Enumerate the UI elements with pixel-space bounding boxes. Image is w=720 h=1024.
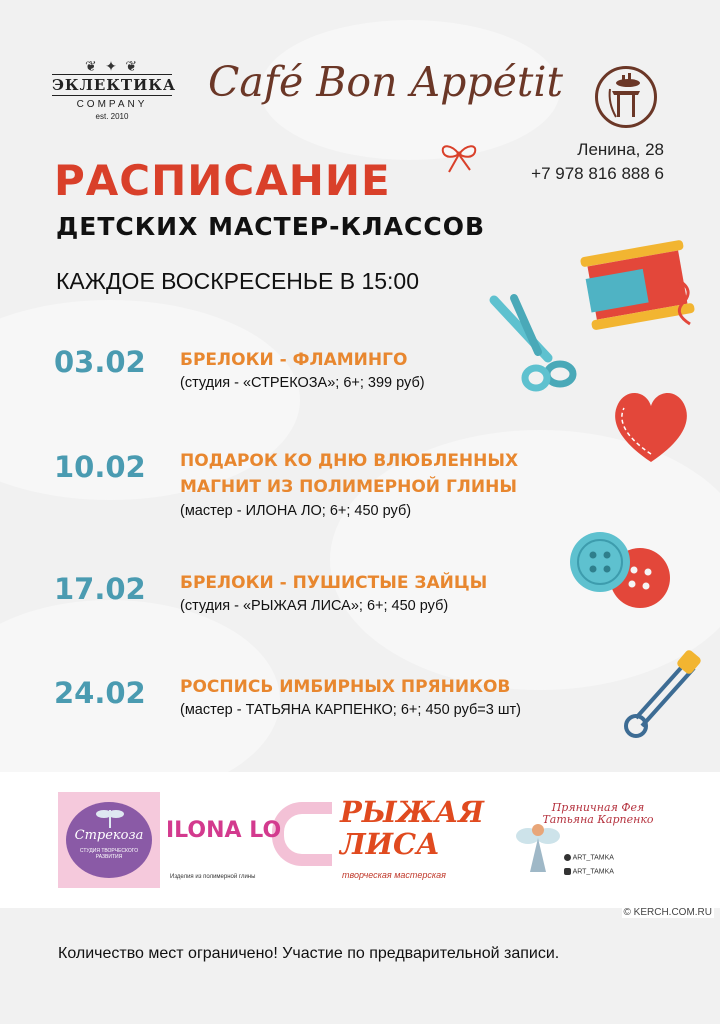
fairy-vk-handle: ART_TAMKA <box>572 854 614 862</box>
strekoza-name: Стрекоза <box>74 828 144 843</box>
eklektika-logo <box>52 59 177 121</box>
strekoza-badge <box>66 802 152 878</box>
ilona-lo-logo <box>162 794 342 888</box>
fairy-name: Пряничная Фея Татьяна Карпенко <box>542 801 654 826</box>
fairy-instagram <box>564 868 614 875</box>
watermark: © KERCH.COM.RU <box>623 907 712 918</box>
event-item <box>54 674 614 734</box>
fairy-ig-handle: ART_TAMKA <box>572 868 614 876</box>
ryzhaya-lisa-logo <box>340 796 504 888</box>
event-details: (студия - «РЫЖАЯ ЛИСА»; 6+; 450 руб) <box>180 598 449 614</box>
eklektika-est: est. 2010 <box>95 112 129 121</box>
safety-pin-icon <box>622 650 702 748</box>
ilona-name: ILONA LO <box>166 818 282 843</box>
instagram-icon <box>564 868 571 875</box>
cafe-name: Café Bon Appétit <box>208 58 563 106</box>
event-title: РОСПИСЬ ИМБИРНЫХ ПРЯНИКОВ <box>180 677 511 697</box>
ornament-icon: ❦ ✦ ❦ <box>84 59 140 75</box>
event-date: 10.02 <box>54 450 146 484</box>
schedule-time: КАЖДОЕ ВОСКРЕСЕНЬЕ В 15:00 <box>56 268 420 294</box>
lisa-sub: творческая мастерская <box>342 870 446 880</box>
ilona-sub: Изделия из полимерной глины <box>170 874 256 880</box>
fairy-vk <box>564 854 614 861</box>
event-date: 17.02 <box>54 572 146 606</box>
address: Ленина, 28 <box>577 140 664 159</box>
event-details: (мастер - ТАТЬЯНА КАРПЕНКО; 6+; 450 руб=3 шт) <box>180 702 521 718</box>
phone: +7 978 816 888 6 <box>531 164 664 183</box>
event-title-line2: МАГНИТ ИЗ ПОЛИМЕРНОЙ ГЛИНЫ <box>180 477 517 497</box>
fairy-logo <box>514 796 654 888</box>
event-item <box>54 345 614 405</box>
event-item <box>54 448 614 528</box>
event-date: 03.02 <box>54 345 146 379</box>
event-title: БРЕЛОКИ - ПУШИСТЫЕ ЗАЙЦЫ <box>180 573 488 593</box>
page-subtitle: ДЕТСКИХ МАСТЕР-КЛАССОВ <box>56 212 486 241</box>
event-details: (студия - «СТРЕКОЗА»; 6+; 399 руб) <box>180 375 425 391</box>
lisa-name: РЫЖАЯ ЛИСА <box>340 795 484 861</box>
event-title: ПОДАРОК КО ДНЮ ВЛЮБЛЕННЫХ <box>180 451 519 471</box>
page-title: РАСПИСАНИЕ <box>54 156 391 205</box>
strekoza-logo <box>58 792 160 888</box>
heart-icon <box>608 384 694 472</box>
eklektika-company: COMPANY <box>76 99 148 110</box>
bow-icon <box>437 140 481 180</box>
eklektika-name: ЭКЛЕКТИКА <box>52 76 177 94</box>
contact-block <box>531 138 664 186</box>
partners-strip <box>0 772 720 908</box>
event-title: БРЕЛОКИ - ФЛАМИНГО <box>180 350 408 370</box>
vk-icon <box>564 854 571 861</box>
event-item <box>54 570 614 630</box>
thread-spool-icon <box>578 240 696 340</box>
footer-note: Количество мест ограничено! Участие по предварительной записи. <box>58 945 560 962</box>
cafe-logo-icon <box>595 66 657 128</box>
event-date: 24.02 <box>54 676 146 710</box>
event-details: (мастер - ИЛОНА ЛО; 6+; 450 руб) <box>180 503 412 519</box>
strekoza-sub: СТУДИЯ ТВОРЧЕСКОГО РАЗВИТИЯ <box>79 848 139 860</box>
